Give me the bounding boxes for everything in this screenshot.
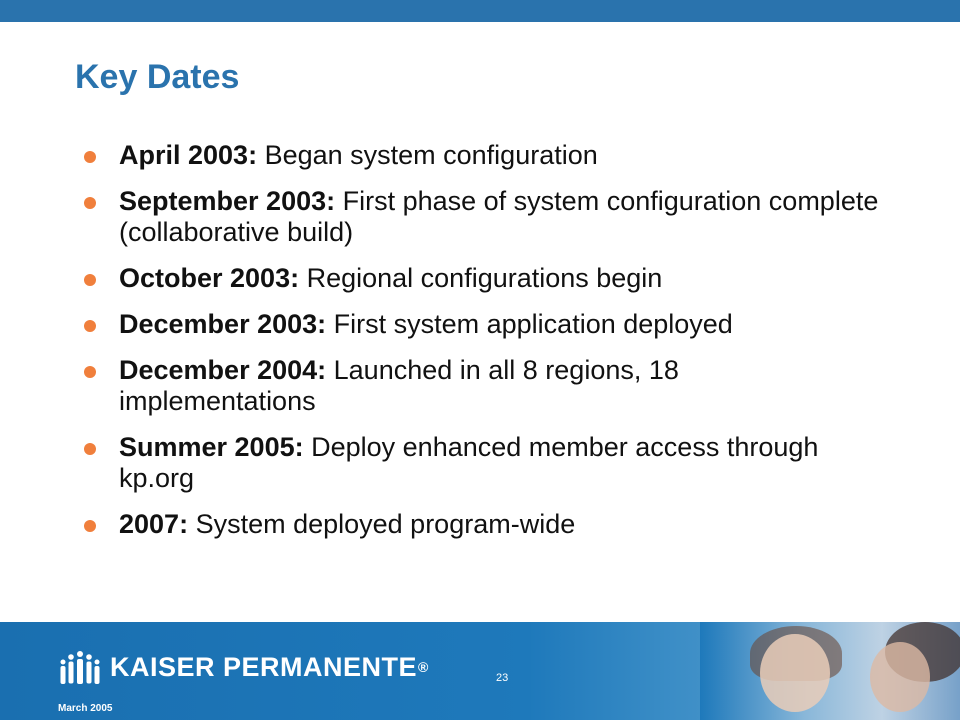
kp-logo-icon bbox=[58, 648, 102, 686]
registered-mark: ® bbox=[418, 659, 429, 675]
kaiser-permanente-logo bbox=[58, 648, 429, 686]
page-number: 23 bbox=[496, 672, 509, 684]
bullet-text: Began system configuration bbox=[257, 140, 598, 170]
bullet-date: October 2003: bbox=[119, 263, 300, 293]
bullet-icon bbox=[84, 274, 96, 286]
bullet-date: December 2003: bbox=[119, 309, 327, 339]
list-item bbox=[82, 263, 882, 294]
bullet-text: System deployed program-wide bbox=[188, 509, 576, 539]
slide-title: Key Dates bbox=[75, 58, 240, 96]
list-item bbox=[82, 355, 882, 417]
top-banner bbox=[0, 0, 960, 22]
list-item bbox=[82, 509, 882, 540]
adult-face bbox=[870, 642, 930, 712]
bullet-text: Launched in all 8 regions, 18 implementations bbox=[119, 355, 679, 416]
logo-text: KAISER PERMANENTE bbox=[110, 651, 418, 682]
bullet-icon bbox=[84, 366, 96, 378]
bullet-text: Deploy enhanced member access through kp.org bbox=[119, 432, 819, 493]
bullet-icon bbox=[84, 443, 96, 455]
bullet-date: December 2004: bbox=[119, 355, 327, 385]
family-photo bbox=[700, 622, 960, 720]
bullet-icon bbox=[84, 320, 96, 332]
key-dates-list bbox=[82, 140, 882, 555]
bullet-text: First system application deployed bbox=[326, 309, 733, 339]
bullet-icon bbox=[84, 197, 96, 209]
bullet-date: April 2003: bbox=[119, 140, 258, 170]
bullet-date: Summer 2005: bbox=[119, 432, 304, 462]
footer-date: March 2005 bbox=[58, 703, 113, 714]
list-item bbox=[82, 140, 882, 171]
bullet-text: First phase of system configuration complete (collaborative build) bbox=[119, 186, 879, 247]
list-item bbox=[82, 186, 882, 248]
bullet-icon bbox=[84, 151, 96, 163]
list-item bbox=[82, 309, 882, 340]
bullet-date: September 2003: bbox=[119, 186, 336, 216]
footer-band bbox=[0, 622, 960, 720]
child-face bbox=[760, 634, 830, 712]
list-item bbox=[82, 432, 882, 494]
bullet-text: Regional configurations begin bbox=[299, 263, 663, 293]
bullet-icon bbox=[84, 520, 96, 532]
bullet-date: 2007: bbox=[119, 509, 189, 539]
